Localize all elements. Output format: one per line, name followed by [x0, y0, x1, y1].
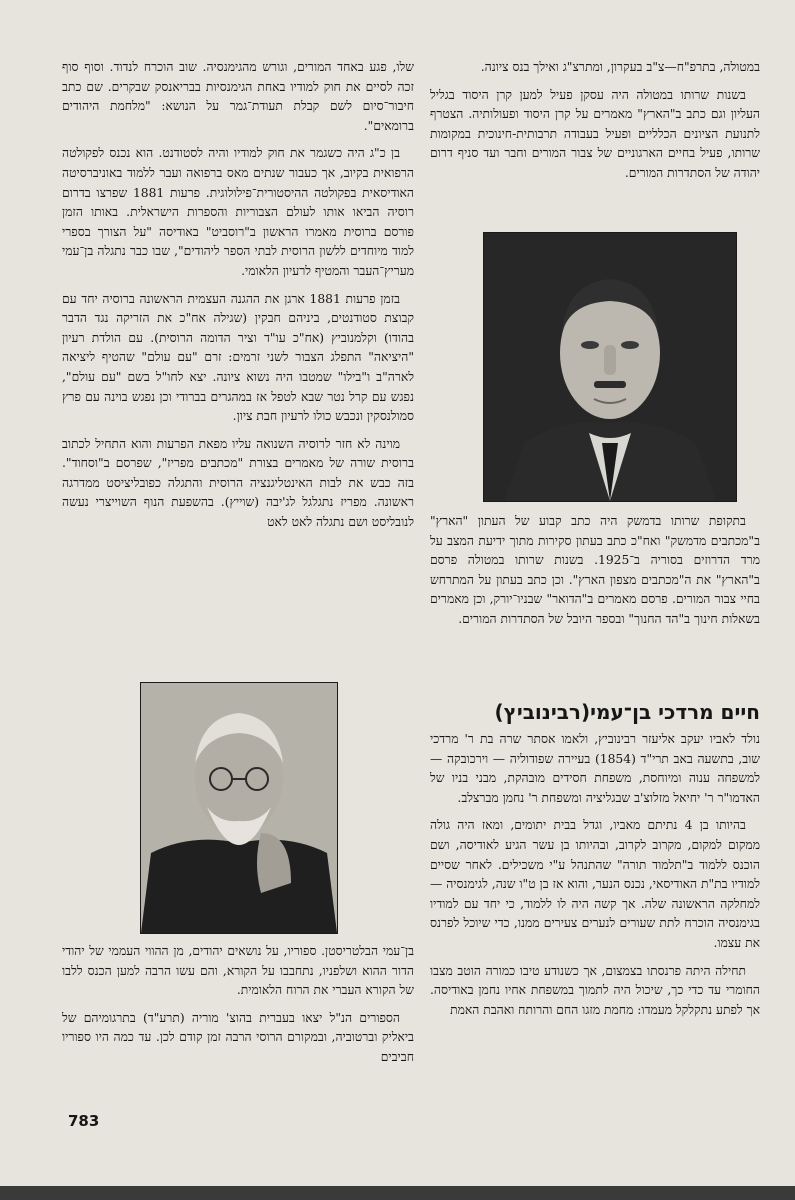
paragraph: הספורים הנ"ל יצאו בעברית בהוצ' מוריה (תרע"ד) בתרגומיהם של ביאליק וברטוביה, ובמקורם הרוסי הרבה זמן קודם לכן. עד כמה היו ספוריו חביבים	[62, 1010, 414, 1064]
paragraph: בהיותו בן 4 נתיתם מאביו, וגדל בבית יתומים, ומאז היה גולה ממקום למקום, מקרוב לקרוב, ובהיותו בן עשר הגיע לאודיסה, ושם הוכנס ללמוד ב"תלמוד תורה" שהתנהל ע"י משכילים. לאחר שסיים למודיו בת"ת האודיסאי, נכנס הנער, והוא אז בן ט"ו שנה, לגימנסיה — למחלקה הראשונה שלה. אך קשה היה לו ללמוד, כי יחד עם למודיו בגימנסיה הוכרח לתת שעורים לנערים צעירים ממנו, כדי שיוכל לפרנס את עצמו.	[430, 818, 760, 950]
paragraph: נולד לאביו יעקב אליעזר רבינוביץ, ולאמו אסתר שרה בת ר' מרדכי שוב, בתשעה באב תרי"ד (1854) בעיירה שפודוליה — וירכובקה — למשפחה ענוה ומיוחסת, משפחת חסידים מובהקת, מבני בניו של האדמו"ר ר' יחיאל מזלוצ'ב שבגליציה ומשפחת ר' נחמן מברצלב.	[430, 732, 760, 805]
paragraph: במטולה, בתרפ"ח—צ"ב בעקרון, ומתרצ"ג ואילך בנס ציונה.	[480, 60, 760, 74]
left-column-top-text	[62, 58, 414, 541]
paragraph: בן כ"ג היה כשגמר את חוק למודיו והיה לסטודנט. הוא נכנס לפקולטה הרפואית בקיוב, אך כעבור שנתים מאס ברפואה ועבר ללמוד באוניברסיטה האודיסאית בפקולטה ההיסטורית־פילולוגית. פרעות 1881 שפרצו בדרום רוסיה הביאו אותו לעולם הצבוריות והספרות הישראלית. באותו הזמן פורסם ברוסית מאמרו הראשון ב"רוסביט" באודיסה "על הצורך בספרי למוד מיוחדים ללשון הרוסית לבתי הספר ליהודים", שבו כבר נתגלה בן־עמי מעריץ־העבר והמטיף לרעיון הלאומי.	[62, 146, 414, 278]
article-heading: חיים מרדכי בן־עמי(רבינוביץ)	[494, 700, 760, 724]
paragraph: בן־עמי הבלטריסטן. ספוריו, על נושאים יהודים, מן ההווי העממי של יהודי הדור ההוא ושלפניו, נתחבבו על הקורא, והם עשו הרבה למען הכנס ללבו של הקורא העברי את הרוח הלאומית.	[62, 944, 414, 998]
right-column-top-text	[430, 58, 760, 192]
paragraph: שלו, פגע באחד המורים, וגורש מהגימנסיה. שוב הוכרח לנדוד. וסוף סוף זכה לסיים את חוק למודיו באחת הגימנסיות בבריאנסק שבקרים. שם כתב חיבור־סיום לשם קבלת תעודת־גמר על הנושא: "מלחמת היהודים ברומאים".	[62, 60, 414, 133]
paragraph: מוינה לא חזר לרוסיה השנואה עליו מפאת הפרעות והוא התחיל לכתוב ברוסית שורה של מאמרים בצורת "מכתבים מפריז", שפרסם ב"וסחוד". בזה כבש את לבות האינטליגנציה הרוסית והתגלה כפובליציסט ממדרגה ראשונה. מפריז נתגלגל לג'יבה (שוייץ). בהשפעת הנוף השוייצרי נעשה לנובליסט ושם נתגלה לאט לאט	[62, 436, 414, 530]
right-column-mid-text	[430, 512, 760, 638]
page-number: 783	[68, 1112, 100, 1130]
paragraph: בשנות שרותו במטולה היה עסקן פעיל למען קרן היסוד בגליל העליון וגם כתב ב"הארץ" מאמרים על קרן היסוד ופעולותיה. הצטרף לתנועת הציונים הכלליים ופעיל בעבודה תרבותית-חינוכית במקומות שרותו, פעיל בחיים הארגוניים של צבור המורים וחבר ועד סניף דרום יהודה של הסתדרות המורים.	[430, 87, 760, 180]
paragraph: תחילה היתה פרנסתו בצמצום, אך כשנודע טיבו כמורה הוטב מצבו החומרי עד כדי כך, שיכול היה לתמוך במשפחת אחיו נחמן באודיסה. אך לפתע נתקלקל מעמדו: מחמת מזגו החם והרותח ואהבת האמת	[430, 963, 760, 1017]
portrait-photo-man-with-mustache	[483, 232, 737, 502]
right-column-bottom-text	[430, 730, 760, 1028]
paragraph: בזמן פרעות 1881 ארגן את ההגנה העצמית הראשונה ברוסיה יחד עם קבוצת סטודנטים, ביניהם חבקין (שגילה אח"כ את הזריקה נגד הדבר בהודו) וקלמנוביץ (אח"כ עו"ד וציר הדומה הרוסית). עם הולדת רעיון "היציאה" התפלג הצבור לשני זרמים: זרם "עם עולם" שהטיף ליציאה לארה"ב ו"בילו" שמטבו היה נשוא ציונה. יצא לחו"ל בשם "עם עולם", נפגש עם קרל נטר שבא לטפל אז במהגרים בברודי וכן נפגש בוינה עם פרץ סמולנסקין ונכבש כולו לרעיון חבת ציון.	[62, 291, 414, 424]
scan-bottom-edge	[0, 1186, 795, 1200]
left-column-bottom-text	[62, 942, 414, 1076]
paragraph: בתקופת שרותו בדמשק היה כתב קבוע של העתון "הארץ" ב"מכתבים מדמשק" ואח"כ כתב בעתון סקירות מתוך ידיעת המצב על מרד הדרוזים בסוריה ב־1925. בשנות שרותו במטולה פרסם ב"הארץ" את ה"מכתבים מצפון הארץ". וכן כתב בעתון על המתרחש בחיי צבור המורים. פרסם מאמרים ב"הדואר" שבניו־יורק, וכן מאמרים בשאלות חינוך ב"הד החנוך" ובספר היובל של הסתדרות המורים.	[430, 514, 760, 626]
portrait-photo-bearded-man	[140, 682, 338, 934]
